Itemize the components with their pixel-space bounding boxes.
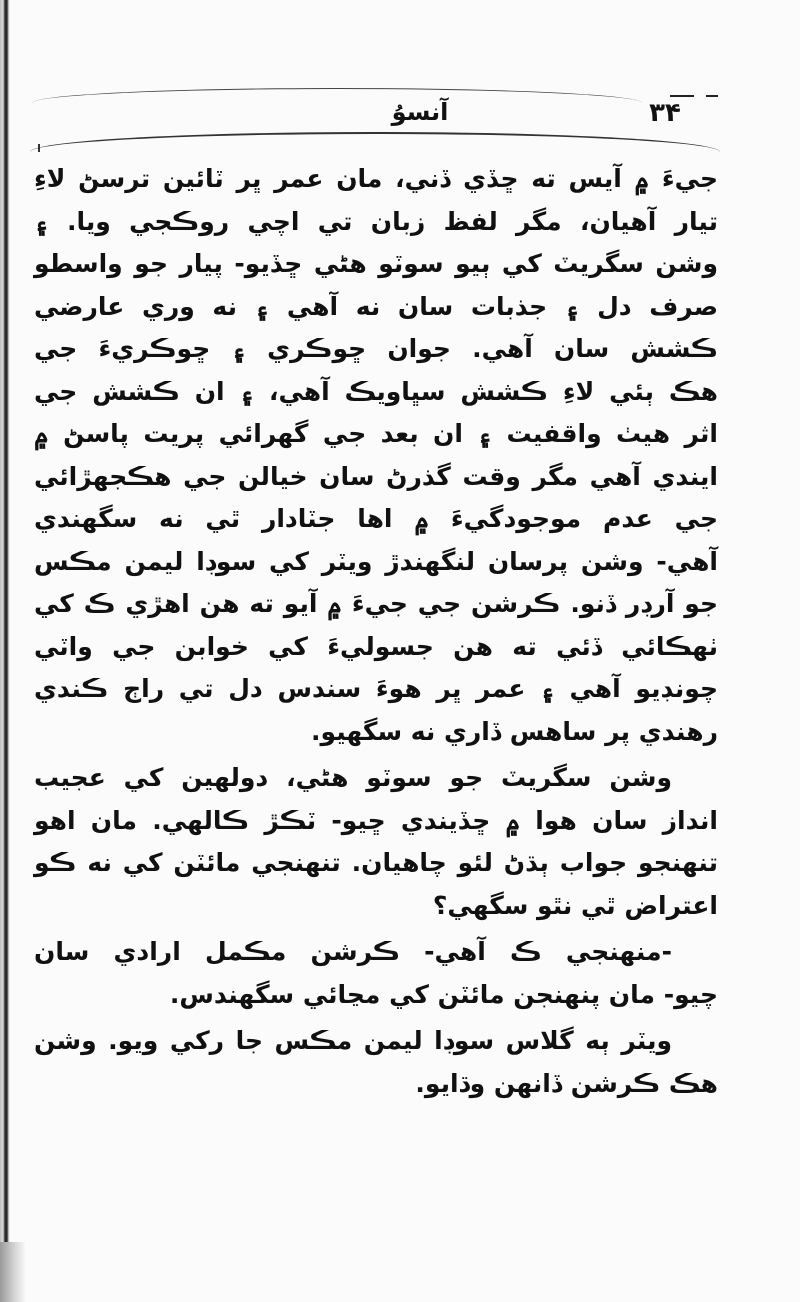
text-line: جو آرڊر ڏنو. ڪرشن جي جيءَ ۾ آيو ته هن اهڙي ڪ کي (34, 589, 718, 618)
header-rule-tick (38, 144, 40, 152)
text-line: وشن سگريٽ جو سوٽو هڻي، دولهين کي عجيب (34, 763, 672, 792)
text-line: اعتراض ٿي نٿو سگهي؟ (432, 890, 718, 920)
text-line: آهي- وشن پرسان لنگهندڙ ويٽر کي سوڊا ليمن مڪس (34, 546, 718, 576)
text-line: هڪ ٻئي لاءِ ڪشش سڀاويڪ آهي، ۽ ان ڪشش جي (34, 376, 718, 406)
text-line: ايندي آهي مگر وقت گذرڻ سان خيالن جي هڪجهڙائي (34, 461, 718, 491)
page-body (34, 158, 718, 1105)
text-line: وشن سگريٽ کي ٻيو سوٽو هڻي ڇڏيو- پيار جو واسطو (34, 249, 718, 278)
header-rule-dash (670, 95, 694, 97)
text-line: -منهنجي ڪ آهي- ڪرشن مڪمل ارادي سان (34, 937, 672, 966)
text-line: رهندي پر ساهس ڏاري نه سگهيو. (311, 716, 718, 746)
text-line: اثر هيٺ واقفيت ۽ ان بعد جي گهرائي پريت پاسڻ ۾ (34, 419, 718, 448)
page-corner-shadow (0, 1242, 26, 1302)
text-line: هڪ ڪرشن ڏانهن وڌايو. (415, 1068, 718, 1098)
text-line: تيار آهيان، مگر لفظ زبان تي اچي روڪجي ويا. ۽ (34, 206, 718, 236)
text-line: جيءَ ۾ آيس ته ڇڏي ڏني، مان عمر ڀر ٽائين ترسڻ لاءِ (34, 164, 718, 193)
text-line: ويٽر ٻه گلاس سوڊا ليمن مڪس جا رکي ويو. وشن (34, 1026, 672, 1055)
text-line: چونڊيو آهي ۽ عمر ڀر هوءَ سندس دل تي راڄ ڪندي (34, 674, 718, 703)
paragraph (34, 757, 718, 927)
header-bottom-rule (30, 132, 720, 152)
text-line: صرف دل ۽ جذبات سان نه آهي ۽ نه وري عارضي (34, 291, 718, 321)
page-number: ۳۴ (649, 98, 681, 128)
paragraph (34, 931, 718, 1016)
text-line: ڪشش سان آهي. جوان ڇوڪري ۽ ڇوڪريءَ جي (34, 334, 718, 363)
running-title: آنسوُ (391, 98, 449, 126)
book-binding-shadow (0, 0, 10, 1302)
paragraph (34, 1020, 718, 1105)
header-top-rule (32, 88, 642, 103)
text-line: تنهنجو جواب ٻڌڻ لئو چاهيان. تنهنجي مائٽن کي نه ڪو (34, 848, 718, 877)
page-header (30, 80, 720, 156)
text-line: انداز سان هوا ۾ ڇڏيندي ڇيو- ٽڪڙ ڪالهي. مان اهو (34, 805, 718, 835)
text-line: چيو- مان پنهنجن مائٽن کي مڃائي سگهندس. (169, 979, 718, 1009)
paragraph (34, 158, 718, 753)
text-line: ٺهڪائي ڏئي ته هن جسوليءَ کي خوابن جي واٽي (34, 631, 718, 661)
text-line: جي عدم موجودگيءَ ۾ اها جٽادار ٿي نه سگهندي (34, 504, 718, 533)
header-rule-dash (706, 95, 718, 97)
